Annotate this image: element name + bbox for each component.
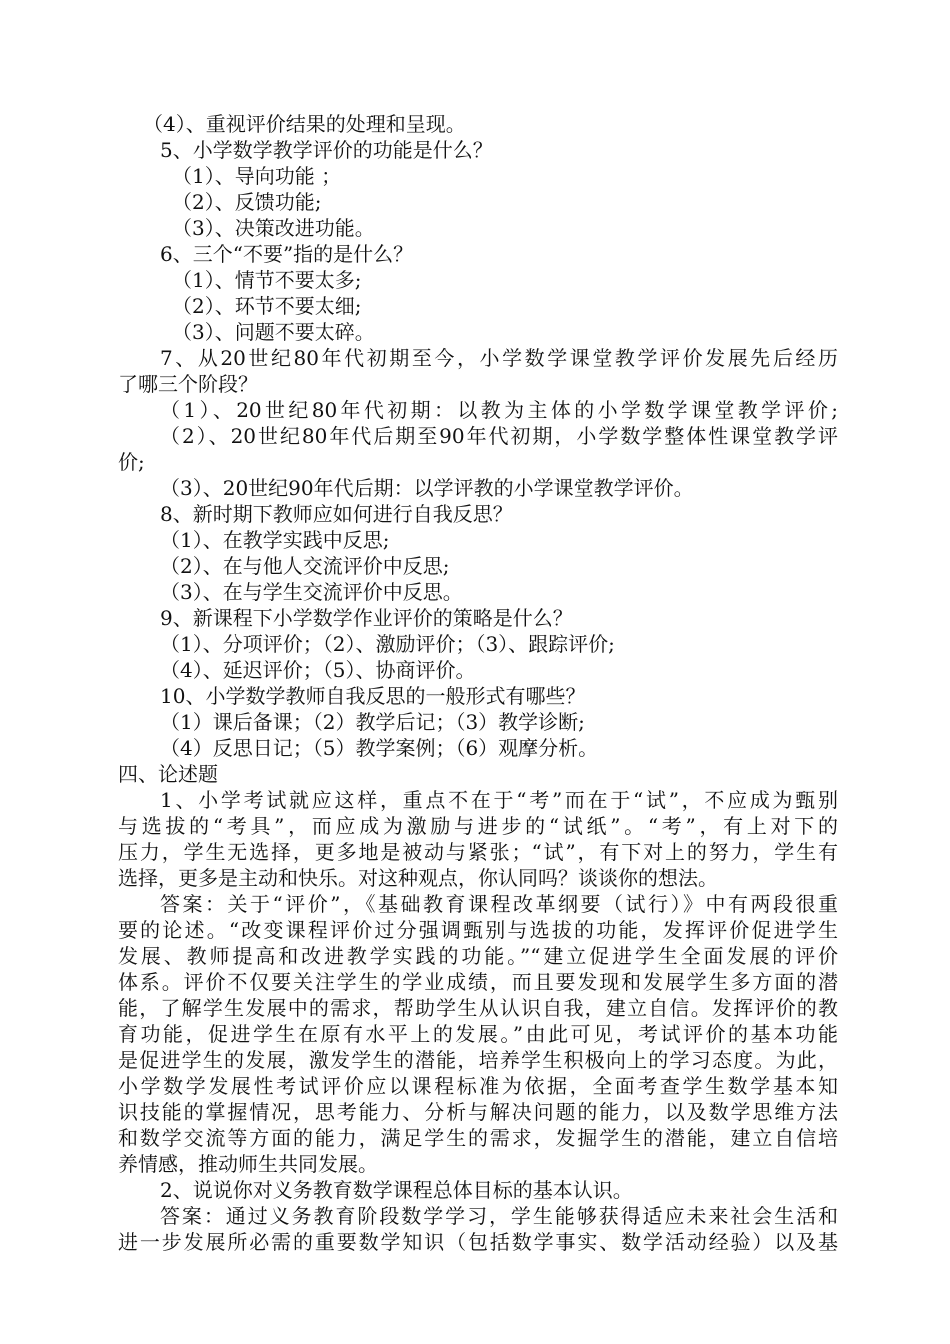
text-line: 5、小学数学教学评价的功能是什么？	[160, 138, 493, 162]
text-line: 压力，学生无选择，更多地是被动与紧张；“试”，有下对上的努力，学生有	[118, 840, 838, 864]
text-line: 答案：关于“评价”，《基础教育课程改革纲要（试行）》中有两段很重	[160, 892, 838, 916]
text-line: 要的论述。“改变课程评价过分强调甄别与选拔的功能，发挥评价促进学生	[118, 918, 838, 942]
text-line: 进一步发展所必需的重要数学知识（包括数学事实、数学活动经验）以及基	[118, 1230, 838, 1254]
text-line: 6、三个“不要”指的是什么？	[160, 242, 414, 266]
text-line: 选择，更多是主动和快乐。对这种观点，你认同吗？谈谈你的想法。	[118, 866, 718, 890]
text-line: 发展、教师提高和改进教学实践的功能。”“建立促进学生全面发展的评价	[118, 944, 838, 968]
text-line: 四、论述题	[118, 762, 218, 786]
text-line: （4）、延迟评价；（5）、协商评价。	[160, 658, 476, 682]
text-line: （3）、在与学生交流评价中反思。	[160, 580, 463, 604]
text-line: （2）、环节不要太细;	[172, 294, 362, 318]
text-line: （3）、决策改进功能。	[172, 216, 375, 240]
text-line: 了哪三个阶段？	[118, 372, 258, 396]
text-line: 2、说说你对义务教育数学课程总体目标的基本认识。	[160, 1178, 633, 1202]
text-line: （3）、问题不要太碎。	[172, 320, 375, 344]
text-line: 养情感，推动师生共同发展。	[118, 1152, 378, 1176]
text-line: 与选拔的“考具”，而应成为激励与进步的“试纸”。“考”，有上对下的	[118, 814, 838, 838]
text-line: 和数学交流等方面的能力，满足学生的需求，发掘学生的潜能，建立自信培	[118, 1126, 838, 1150]
text-line: 1、小学考试就应这样，重点不在于“考”而在于“试”，不应成为甄别	[160, 788, 838, 812]
text-line: 10、小学数学教师自我反思的一般形式有哪些？	[160, 684, 586, 708]
text-line: 7、从20世纪80年代初期至今，小学数学课堂教学评价发展先后经历	[160, 346, 838, 370]
text-line: 育功能，促进学生在原有水平上的发展。”由此可见，考试评价的基本功能	[118, 1022, 838, 1046]
text-line: （1）、情节不要太多;	[172, 268, 362, 292]
text-line: （4）、重视评价结果的处理和呈现。	[143, 112, 466, 136]
text-line: 9、新课程下小学数学作业评价的策略是什么？	[160, 606, 573, 630]
text-line: （3）、20世纪90年代后期：以学评教的小学课堂教学评价。	[160, 476, 694, 500]
text-line: 价;	[118, 450, 145, 474]
text-line: （2）、在与他人交流评价中反思;	[160, 554, 450, 578]
text-line: 体系。评价不仅要关注学生的学业成绩，而且要发现和发展学生多方面的潜	[118, 970, 838, 994]
text-line: 识技能的掌握情况，思考能力、分析与解决问题的能力，以及数学思维方法	[118, 1100, 838, 1124]
text-line: （2）、20世纪80年代后期至90年代初期，小学数学整体性课堂教学评	[160, 424, 838, 448]
text-line: 答案：通过义务教育阶段数学学习，学生能够获得适应未来社会生活和	[160, 1204, 838, 1228]
text-line: （1）、导向功能 ；	[172, 164, 342, 188]
text-line: （1）、分项评价；（2）、激励评价；（3）、跟踪评价;	[160, 632, 615, 656]
text-line: （2）、反馈功能;	[172, 190, 322, 214]
text-line: （1）、在教学实践中反思;	[160, 528, 390, 552]
text-line: 8、新时期下教师应如何进行自我反思？	[160, 502, 513, 526]
text-line: （4）反思日记；（5）教学案例；（6）观摩分析。	[160, 736, 599, 760]
text-line: 是促进学生的发展，激发学生的潜能，培养学生积极向上的学习态度。为此，	[118, 1048, 838, 1072]
text-line: 能，了解学生发展中的需求，帮助学生从认识自我，建立自信。发挥评价的教	[118, 996, 838, 1020]
text-line: 小学数学发展性考试评价应以课程标准为依据，全面考查学生数学基本知	[118, 1074, 838, 1098]
text-line: （1）、20世纪80年代初期：以教为主体的小学数学课堂教学评价;	[160, 398, 838, 422]
text-line: （1）课后备课；（2）教学后记；（3）教学诊断;	[160, 710, 585, 734]
